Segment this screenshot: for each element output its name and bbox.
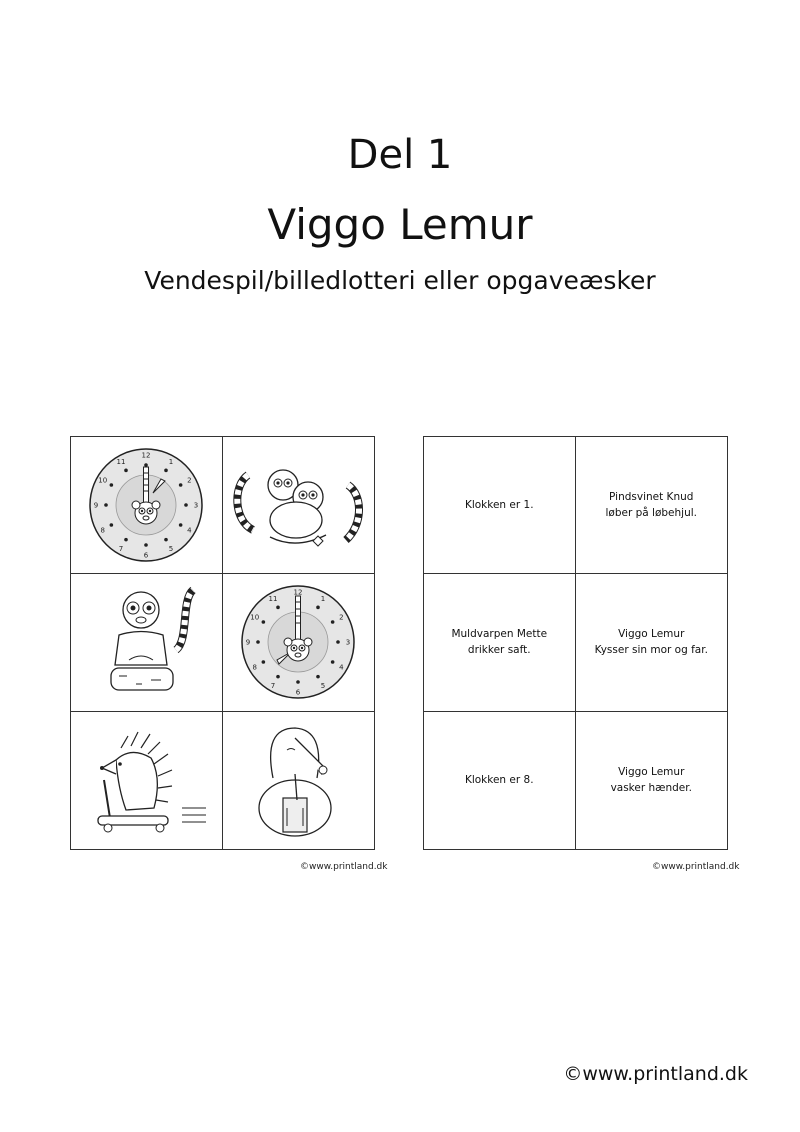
clock-number: 2 [187,476,192,485]
picture-card-hedgehog [71,712,223,849]
clock-dot [262,661,266,665]
text-card [424,712,576,849]
clock-number: 11 [116,458,126,467]
text-card [424,574,576,711]
clock-number: 6 [296,688,301,697]
clock-dot [144,463,148,467]
page-credit: ©www.printland.dk [563,1063,748,1085]
clock-number: 9 [246,638,251,647]
clock-number: 5 [321,682,326,691]
clock-number: 7 [271,682,276,691]
text-card-label: Viggo Lemur vasker hænder. [610,766,692,795]
clock-number: 11 [268,595,278,604]
card-credit-right: ©www.printland.dk [652,862,740,872]
clock-number: 7 [119,544,124,553]
clock-dot [316,675,320,679]
clock-dot [110,483,114,487]
text-card-label: Viggo Lemur Kysser sin mor og far. [594,628,708,657]
clock-dot [276,606,280,610]
clock-number: 4 [339,663,344,672]
text-card [576,437,728,574]
clock-number: 8 [252,663,258,672]
picture-card-mole [223,712,375,849]
text-card-grid [423,436,728,850]
clock-number: 2 [339,613,344,622]
clock-dot [144,543,148,547]
clock-dot [110,523,114,527]
picture-card-clock-1 [71,437,223,574]
clock-number: 3 [346,638,351,647]
text-card [424,437,576,574]
clock-dot [262,621,266,625]
clock-dot [336,641,340,645]
clock-dot [331,621,335,625]
clock-number: 12 [293,588,303,597]
clock-number: 6 [144,551,149,560]
clock-dot [256,641,260,645]
clock-lemur-icon [81,445,211,565]
clock-number: 10 [250,613,260,622]
part-heading: Del 1 [347,132,453,178]
text-card [576,712,728,849]
clock-number: 4 [187,526,192,535]
text-card-label: Klokken er 1. [464,499,534,512]
text-card-label: Klokken er 8. [464,774,534,787]
clock-number: 10 [98,476,108,485]
lemurs-kissing-icon [228,445,368,565]
page-subtitle: Vendespil/billedlotteri eller opgaveæsker [144,266,656,295]
clock-dot [276,675,280,679]
clock-dot [164,469,168,473]
clock-number: 8 [100,526,106,535]
clock-number: 3 [194,501,199,510]
picture-card-clock-8 [223,574,375,711]
clock-dot [179,523,183,527]
clock-number: 9 [94,501,99,510]
clock-dot [316,606,320,610]
mole-drinking-juice-icon [233,718,363,843]
clock-dot [179,483,183,487]
clock-dot [104,503,108,507]
clock-number: 1 [169,458,174,467]
clock-dot [124,469,128,473]
text-card-label: Pindsvinet Knud løber på løbehjul. [605,491,697,520]
clock-dot [124,538,128,542]
text-card-label: Muldvarpen Mette drikker saft. [451,628,548,657]
clock-number: 5 [169,544,174,553]
clock-dot [164,538,168,542]
picture-card-grid [70,436,375,850]
clock-dot [331,661,335,665]
picture-card-lemurs-kissing [223,437,375,574]
card-credit-left: ©www.printland.dk [300,862,388,872]
text-card [576,574,728,711]
clock-dot [296,681,300,685]
page-title: Viggo Lemur [267,200,533,249]
clock-number: 12 [141,451,151,460]
clock-number: 1 [321,595,326,604]
clock-dot [184,503,188,507]
clock-lemur-icon [233,582,363,702]
picture-card-lemur-washing [71,574,223,711]
hedgehog-scooter-icon [76,718,216,843]
lemur-washing-hands-icon [81,580,211,705]
